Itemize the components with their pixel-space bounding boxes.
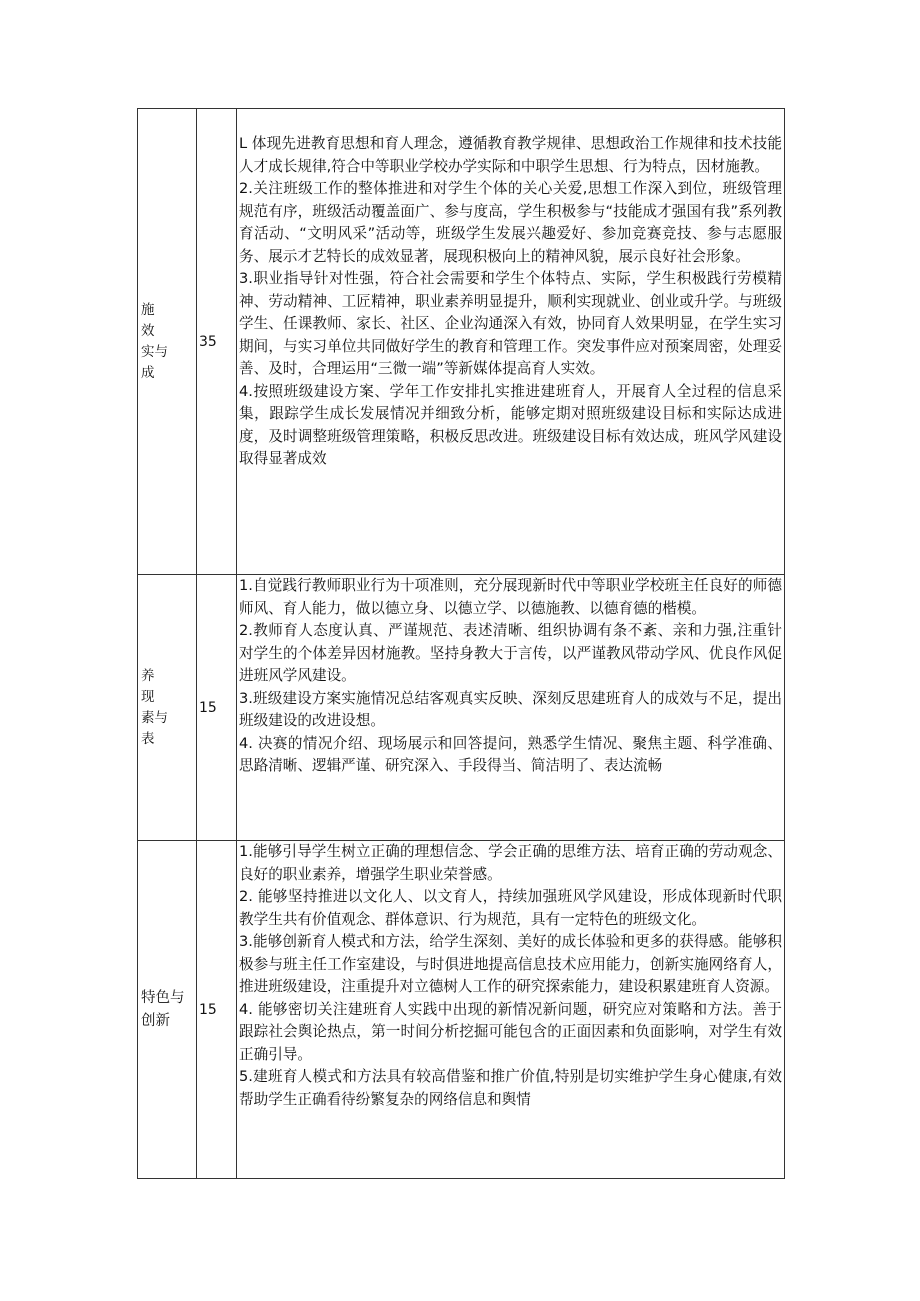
criteria-cell xyxy=(237,575,785,841)
category-line: 特色与 xyxy=(141,989,185,1006)
criteria-item: L 体现先进教育思想和育人理念，遵循教育教学规律、思想政治工作规律和技术技能人才成长规律,符合中等职业学校办学实际和中职学生思想、行为特点，因材施教。 xyxy=(239,135,782,175)
category-cell xyxy=(138,109,197,575)
criteria-item: 2. 能够坚持推进以文化人、以文育人，持续加强班风学风建设，形成体现新时代职教学生共有价值观念、群体意识、行为规范，具有一定特色的班级文化。 xyxy=(239,888,782,928)
category-line: 表 xyxy=(141,730,155,747)
criteria-cell xyxy=(237,841,785,1179)
criteria-item: 1.自觉践行教师职业行为十项准则，充分展现新时代中等职业学校班主任良好的师德师风、育人能力，做以德立身、以德立学、以德施教、以德育德的楷模。 xyxy=(239,577,782,617)
category-line: 实与 xyxy=(141,343,168,360)
criteria-item: 4. 决赛的情况介绍、现场展示和回答提问，熟悉学生情况、聚焦主题、科学准确、思路清晰、逻辑严谨、研究深入、手段得当、简洁明了、表达流畅 xyxy=(239,734,782,774)
table-row xyxy=(138,575,785,841)
criteria-table xyxy=(137,108,785,1179)
score-cell: 15 xyxy=(197,575,237,841)
criteria-item: 5.建班育人模式和方法具有较高借鉴和推广价值,特别是切实维护学生身心健康,有效帮助学生正确看待纷繁复杂的网络信息和舆情 xyxy=(239,1068,782,1108)
criteria-item: 4. 能够密切关注建班育人实践中出现的新情况新问题，研究应对策略和方法。善于跟踪社会舆论热点，第一时间分析挖掘可能包含的正面因素和负面影响，对学生有效正确引导。 xyxy=(239,1000,782,1063)
category-line: 效 xyxy=(141,322,155,339)
criteria-item: 3.职业指导针对性强，符合社会需要和学生个体特点、实际，学生积极践行劳模精神、劳动精神、工匠精神，职业素养明显提升，顺利实现就业、创业或升学。与班级学生、任课教师、家长、社区、企业沟通深入有效，协同育人效果明显，在学生实习期间，与实习单位共同做好学生的教育和管理工作。突发事件应对预案周密，处理妥善、及时，合理运用“三微一端”等新媒体提高育人实效。 xyxy=(239,270,782,377)
criteria-item: 2.教师育人态度认真、严谨规范、表述清晰、组织协调有条不紊、亲和力强,注重针对学生的个体差异因材施教。坚持身教大于言传，以严谨教风带动学风、优良作风促进班风学风建设。 xyxy=(239,622,782,684)
criteria-sheet xyxy=(137,108,784,1179)
category-line: 素与 xyxy=(141,709,168,726)
criteria-item: 3.能够创新育人模式和方法，给学生深刻、美好的成长体验和更多的获得感。能够积极参与班主任工作室建设，与时俱进地提高信息技术应用能力，创新实施网络育人，推进班级建设，注重提升对立德树人工作的研究探索能力，建设积累建班育人资源。 xyxy=(239,933,782,995)
category-line: 成 xyxy=(141,364,155,381)
criteria-item: 2.关注班级工作的整体推进和对学生个体的关心关爱,思想工作深入到位，班级管理规范有序，班级活动覆盖面广、参与度高，学生积极参与“技能成才强国有我”系列教育活动、“文明风采”活动等，班级学生发展兴趣爱好、参加竞赛竞技、参与志愿服务、展示才艺特长的成效显著，展现积极向上的精神风貌，展示良好社会形象。 xyxy=(239,180,782,265)
criteria-item: 1.能够引导学生树立正确的理想信念、学会正确的思维方法、培育正确的劳动观念、良好的职业素养，增强学生职业荣誉感。 xyxy=(239,843,782,883)
category-line: 创新 xyxy=(141,1012,170,1029)
criteria-cell xyxy=(237,109,785,575)
category-line: 养 xyxy=(141,667,155,684)
score-cell: 15 xyxy=(197,841,237,1179)
table-row xyxy=(138,841,785,1179)
category-line: 现 xyxy=(141,688,155,705)
category-cell xyxy=(138,841,197,1179)
table-row xyxy=(138,109,785,575)
criteria-item: 4.按照班级建设方案、学年工作安排扎实推进建班育人，开展育人全过程的信息采集，跟踪学生成长发展情况并细致分析，能够定期对照班级建设目标和实际达成进度，及时调整班级管理策略，积极反思改进。班级建设目标有效达成，班风学风建设取得显著成效 xyxy=(239,382,782,467)
category-line: 施 xyxy=(141,301,155,318)
score-cell: 35 xyxy=(197,109,237,575)
criteria-item: 3.班级建设方案实施情况总结客观真实反映、深刻反思建班育人的成效与不足，提出班级建设的改进设想。 xyxy=(239,689,782,729)
category-cell xyxy=(138,575,197,841)
